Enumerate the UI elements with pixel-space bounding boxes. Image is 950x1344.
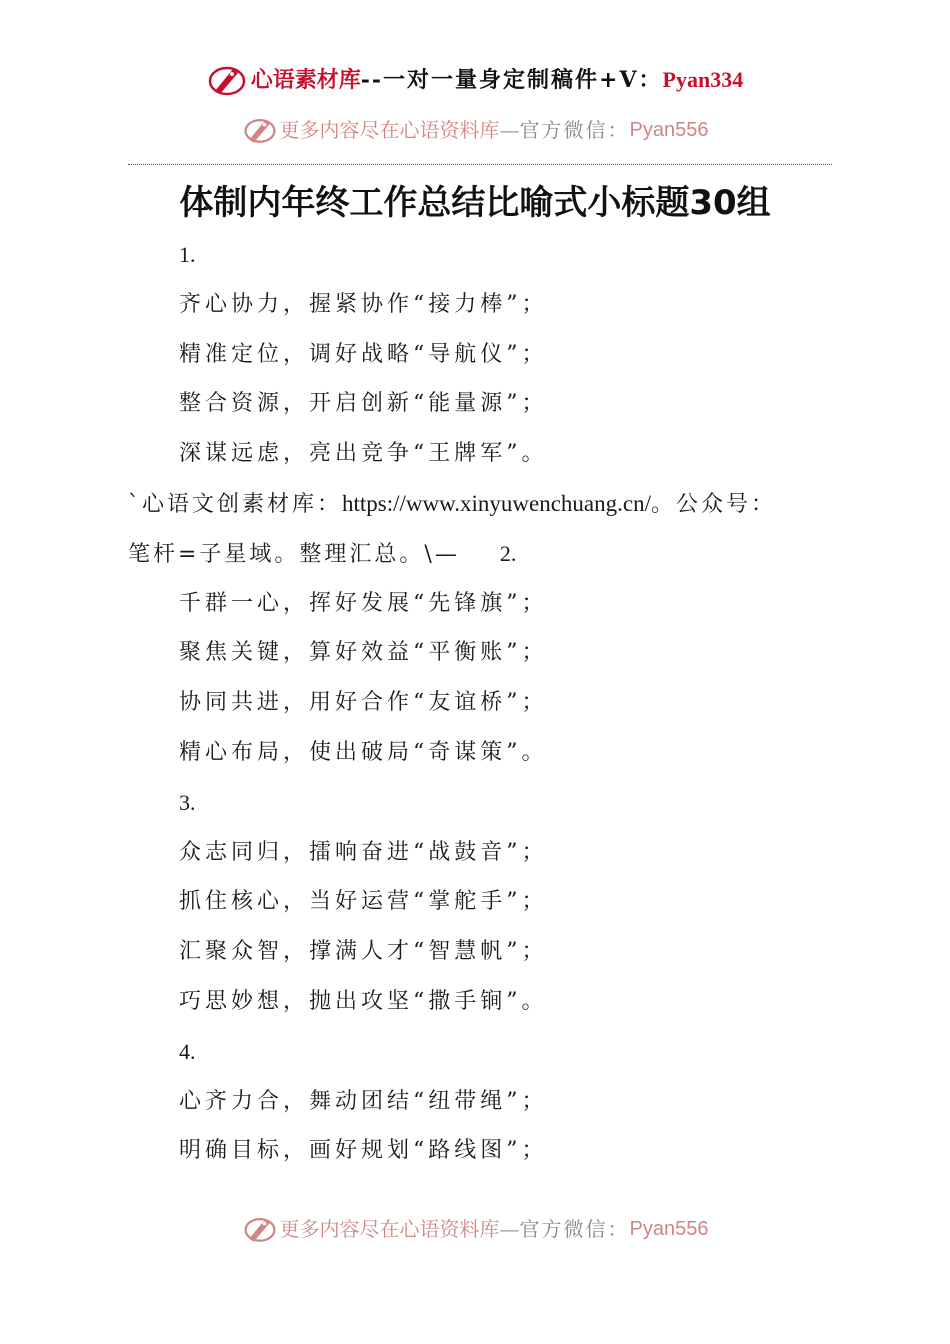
watermark-official: 官方微信： [519,1217,630,1241]
watermark-bottom [0,1213,950,1245]
text-line: 精心布局，使出破局“奇谋策”。 [179,739,548,765]
header-banner [0,62,950,98]
group-number: 4. [179,1038,196,1064]
group-number: 3. [179,789,196,815]
text-line: 整合资源，开启创新“能量源”； [179,391,548,417]
pen-nib-logo-icon [207,63,247,97]
watermark-dash: — [499,1217,520,1241]
text-line: 心齐力合，舞动团结“纽带绳”； [179,1088,548,1114]
ad-text: `心语文创素材库： [128,491,343,517]
watermark-id: Pyan556 [629,1218,709,1240]
watermark-text: 更多内容尽在心语资料库 [279,1217,500,1241]
text-line: 明确目标，画好规划“路线图”； [179,1138,548,1164]
text-line: 巧思妙想，抛出攻坚“撒手锏”。 [179,988,548,1014]
watermark-top [0,114,950,146]
text-line: 抓住核心，当好运营“掌舵手”； [179,889,548,915]
text-line: 聚焦关键，算好效益“平衡账”； [179,640,548,666]
ad-text: 笔杆=子星域。整理汇总。\— [128,541,460,567]
ad-line [128,529,833,579]
text-line: 精准定位，调好战略“导航仪”； [179,341,548,367]
watermark-official: 官方微信： [519,118,630,142]
ad-text: 。公众号： [650,491,776,517]
watermark-id: Pyan556 [629,119,709,141]
text-line: 齐心协力，握紧协作“接力棒”； [179,291,548,317]
pen-nib-logo-icon [242,114,278,146]
text-line: 千群一心，挥好发展“先锋旗”； [179,590,548,616]
header-middle-text: --一对一量身定制稿件+V： [360,67,663,93]
text-line: 众志同归，擂响奋进“战鼓音”； [179,839,548,865]
header-brand: 心语素材库 [250,67,361,93]
document-body [128,230,833,1176]
text-line: 汇聚众智，撑满人才“智慧帆”； [179,939,548,965]
header-contact-id: Pyan334 [662,67,744,92]
group-number: 2. [499,540,517,566]
text-line: 深谋远虑，亮出竞争“王牌军”。 [179,441,548,467]
ad-url: https://www.xinyuwenchuang.cn/ [342,490,651,516]
group-number: 1. [179,242,196,267]
watermark-text: 更多内容尽在心语资料库 [279,118,500,142]
watermark-dash: — [499,118,520,142]
pen-nib-logo-icon [242,1213,278,1245]
header-divider [128,164,832,165]
document-title: 体制内年终工作总结比喻式小标题30组 [179,183,771,223]
text-line: 协同共进，用好合作“友谊桥”； [179,690,548,716]
ad-line [128,479,833,529]
